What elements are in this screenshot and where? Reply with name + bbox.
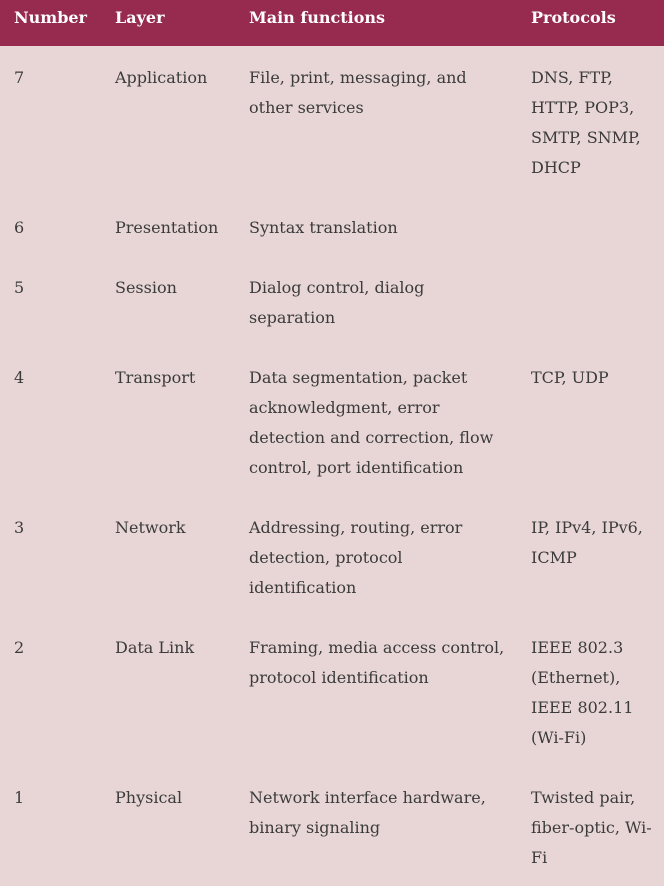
- cell-layer: Data Link: [115, 638, 195, 657]
- cell-protocols: IP, IPv4, IPv6, ICMP: [531, 518, 643, 567]
- table-row: [0, 766, 664, 886]
- cell-protocols: TCP, UDP: [531, 368, 609, 387]
- cell-functions: Data segmentation, packet acknowledgment, error detection and correction, flow control, port identification: [249, 368, 494, 477]
- table-row: [0, 46, 664, 196]
- cell-number: 6: [14, 218, 25, 237]
- table-row: [0, 616, 664, 766]
- cell-functions: Network interface hardware, binary signaling: [249, 788, 486, 837]
- cell-functions: Syntax translation: [249, 218, 398, 237]
- cell-number: 3: [14, 518, 25, 537]
- cell-number: 1: [14, 788, 25, 807]
- cell-protocols: IEEE 802.3 (Ethernet), IEEE 802.11 (Wi-Fi): [531, 638, 634, 747]
- cell-layer: Session: [115, 278, 177, 297]
- cell-protocols: Twisted pair, fiber-optic, Wi-Fi: [531, 788, 652, 867]
- table-body: [0, 46, 664, 886]
- cell-number: 7: [14, 68, 25, 87]
- header-layer: Layer: [115, 8, 165, 27]
- table-row: [0, 196, 664, 256]
- cell-functions: Framing, media access control, protocol identification: [249, 638, 505, 687]
- cell-number: 2: [14, 638, 25, 657]
- header-protocols: Protocols: [531, 8, 616, 27]
- header-functions: Main functions: [249, 8, 386, 27]
- cell-number: 5: [14, 278, 25, 297]
- cell-protocols: DNS, FTP, HTTP, POP3, SMTP, SNMP, DHCP: [531, 68, 641, 177]
- cell-protocols: [517, 196, 664, 256]
- table-row: [0, 496, 664, 616]
- cell-layer: Physical: [115, 788, 183, 807]
- cell-number: 4: [14, 368, 25, 387]
- header-row: [0, 0, 664, 46]
- cell-functions: Dialog control, dialog separation: [249, 278, 425, 327]
- cell-functions: Addressing, routing, error detection, protocol identification: [249, 518, 463, 597]
- cell-layer: Presentation: [115, 218, 219, 237]
- table-header: [0, 0, 664, 46]
- cell-layer: Application: [115, 68, 208, 87]
- header-number: Number: [14, 8, 87, 27]
- cell-layer: Transport: [115, 368, 196, 387]
- cell-functions: File, print, messaging, and other services: [249, 68, 467, 117]
- cell-layer: Network: [115, 518, 186, 537]
- table-row: [0, 256, 664, 346]
- cell-protocols: [517, 256, 664, 346]
- table-row: [0, 346, 664, 496]
